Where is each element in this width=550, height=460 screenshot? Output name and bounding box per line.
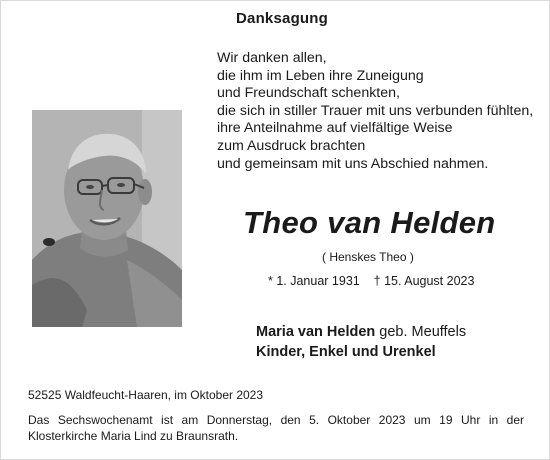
survivor-line <box>256 322 466 342</box>
birth-date: * 1. Januar 1931 <box>268 274 360 288</box>
poem-line: und Freundschaft schenkten, <box>217 85 400 102</box>
deceased-name: Theo van Helden <box>243 205 496 240</box>
place-date: 52525 Waldfeucht-Haaren, im Oktober 2023 <box>28 388 264 402</box>
poem-line: zum Ausdruck brachten <box>217 137 366 154</box>
poem-line: ihre Anteilnahme auf vielfältige Weise <box>217 120 453 137</box>
thank-you-poem <box>217 50 533 173</box>
poem-line: und gemeinsam mit uns Abschied nahmen. <box>217 155 489 172</box>
portrait-photo <box>32 110 182 327</box>
death-date: † 15. August 2023 <box>373 274 475 288</box>
survivors-block <box>256 322 466 362</box>
service-notice: Das Sechswochenamt ist am Donnerstag, den 5. Oktober 2023 um 19 Uhr in der Klosterkirche Maria Lind zu Braunsrath. <box>28 413 524 443</box>
heading: Danksagung <box>236 10 329 27</box>
family-line: Kinder, Enkel und Urenkel <box>256 344 436 360</box>
survivor-name: Maria van Helden <box>256 324 376 340</box>
poem-line: die ihm im Leben ihre Zuneigung <box>217 67 424 84</box>
survivor-maiden-name: geb. Meuffels <box>379 324 467 340</box>
nickname: ( Henskes Theo ) <box>322 250 414 264</box>
poem-line: Wir danken allen, <box>217 50 327 66</box>
life-dates <box>268 274 474 288</box>
poem-line: die sich in stiller Trauer mit uns verbunden fühlten, <box>217 102 534 119</box>
